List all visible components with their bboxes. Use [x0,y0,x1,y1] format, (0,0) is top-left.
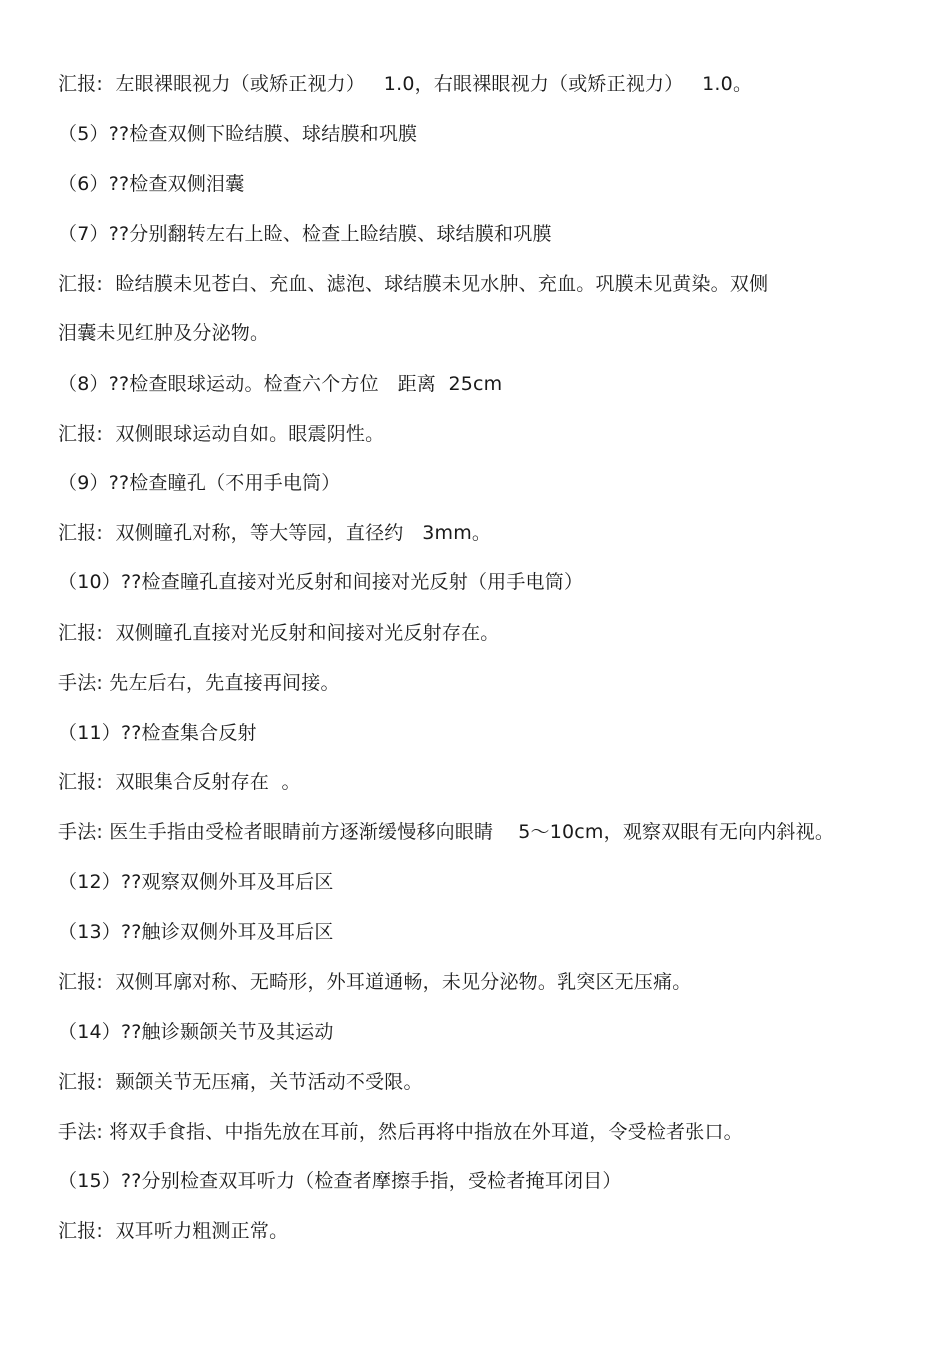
report-conjunctiva-cont: 泪囊未见红肿及分泌物。 [58,322,270,344]
report-pupil: 汇报: 双侧瞳孔对称，等大等园，直径约 3mm。 [58,522,492,544]
method-light-reflex: 手法: 先左后右，先直接再间接。 [58,672,340,694]
step-15: （15）??分别检查双耳听力（检查者摩擦手指，受检者掩耳闭目） [58,1170,622,1192]
method-tmj: 手法: 将双手食指、中指先放在耳前，然后再将中指放在外耳道，令受检者张口。 [58,1121,743,1143]
step-10: （10）??检查瞳孔直接对光反射和间接对光反射（用手电筒） [58,571,584,593]
report-light-reflex: 汇报: 双侧瞳孔直接对光反射和间接对光反射存在。 [58,622,500,644]
step-12: （12）??观察双侧外耳及耳后区 [58,871,334,893]
report-ear: 汇报: 双侧耳廓对称、无畸形，外耳道通畅，未见分泌物。乳突区无压痛。 [58,971,692,993]
step-8: （8）??检查眼球运动。检查六个方位 距离 25cm [58,373,503,395]
report-visual-acuity: 汇报: 左眼裸眼视力（或矫正视力） 1.0，右眼裸眼视力（或矫正视力） 1.0。 [58,73,753,95]
step-7: （7）??分别翻转左右上睑、检查上睑结膜、球结膜和巩膜 [58,223,552,245]
step-11: （11）??检查集合反射 [58,722,257,744]
report-conjunctiva: 汇报: 睑结膜未见苍白、充血、滤泡、球结膜未见水肿、充血。巩膜未见黄染。双侧 [58,273,769,295]
step-9: （9）??检查瞳孔（不用手电筒） [58,472,341,494]
step-5: （5）??检查双侧下睑结膜、球结膜和巩膜 [58,123,418,145]
report-convergence: 汇报: 双眼集合反射存在 。 [58,771,301,793]
step-13: （13）??触诊双侧外耳及耳后区 [58,921,334,943]
step-6: （6）??检查双侧泪囊 [58,173,245,195]
method-convergence: 手法: 医生手指由受检者眼睛前方逐渐缓慢移向眼睛 5～10cm，观察双眼有无向内斜视。 [58,821,835,843]
report-hearing: 汇报: 双耳听力粗测正常。 [58,1220,289,1242]
step-14: （14）??触诊颞颌关节及其运动 [58,1021,334,1043]
report-tmj: 汇报: 颞颌关节无压痛，关节活动不受限。 [58,1071,423,1093]
report-eye-movement: 汇报: 双侧眼球运动自如。眼震阴性。 [58,423,385,445]
